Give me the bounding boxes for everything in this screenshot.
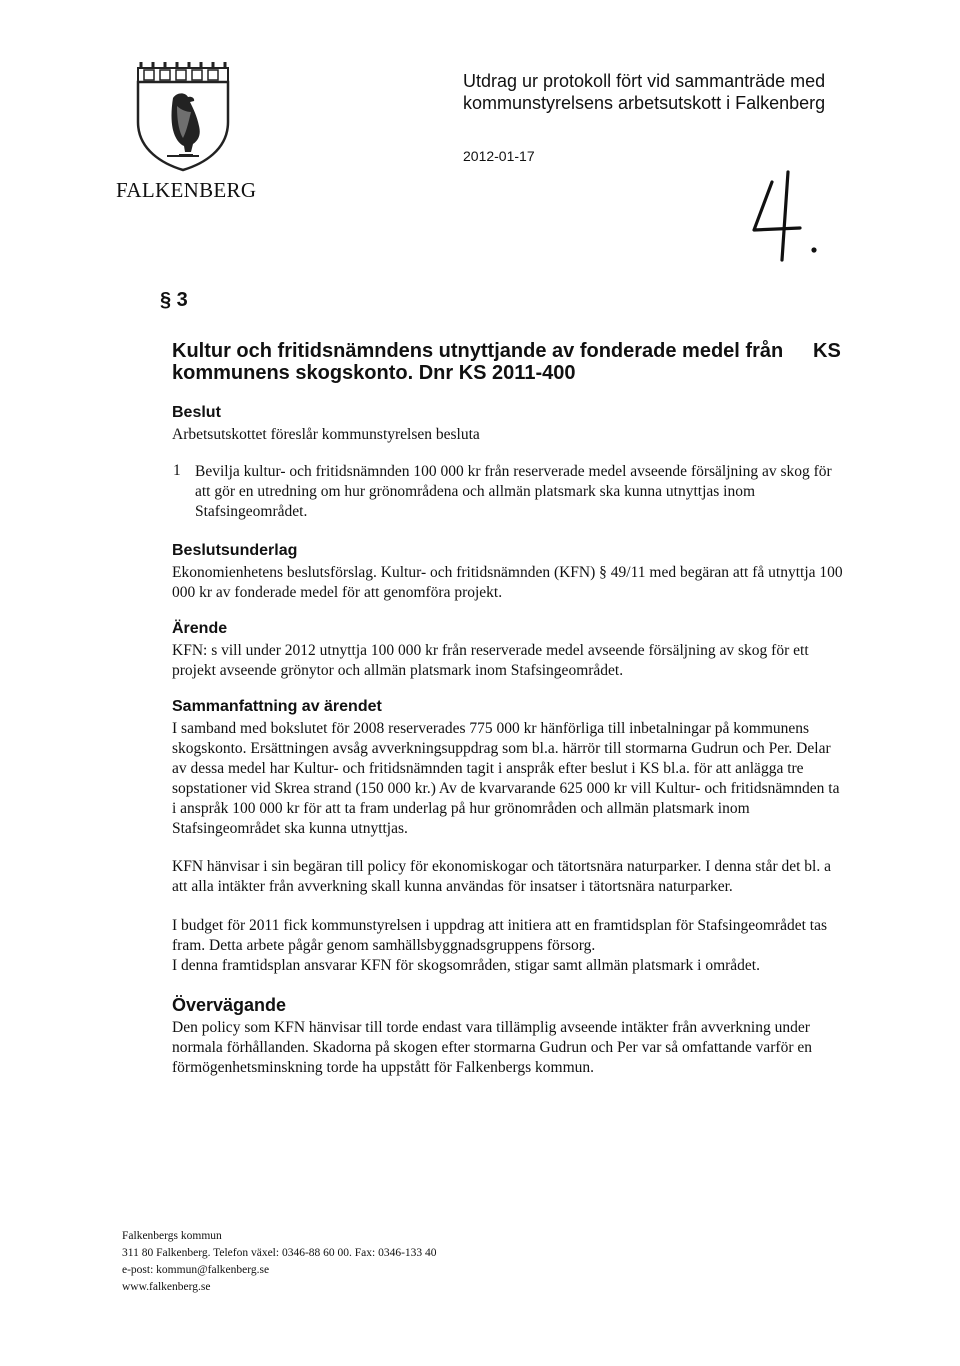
overvagande-heading: Övervägande <box>172 995 287 1015</box>
paragraph-number: § 3 <box>160 289 188 311</box>
footer-line1: Falkenbergs kommun <box>122 1230 222 1242</box>
section-title <box>172 340 812 384</box>
sammanfattning-paragraph-1: I samband med bokslutet för 2008 reserverades 775 000 kr hänförliga till inbetalningar på kommunens skogskonto. Ersättningen avsåg avverkningsuppdrag som bl.a. härrör till stormarna Gudrun och Per. Delar av dessa medel har Kultur- och fritidsnämnden tagit i anspråk efter beslut i KS bl.a. för att anlägga tre sopstationer vid Skrea strand (150 000 kr.) Av de kvarvarande 625 000 kr vill Kultur- och fritidsnämnden ta i anspråk 100 000 kr för att ta fram underlag på hur grönområden och allmän platsmark inom Stafsingeområdet ska kunna utnyttjas. <box>172 720 840 837</box>
meeting-date: 2012-01-17 <box>463 148 535 164</box>
sammanfattning-heading: Sammanfattning av ärendet <box>172 698 382 715</box>
overvagande-text: Den policy som KFN hänvisar till torde endast vara tillämplig avseende intäkter från avverkning under normala förhållanden. Skadorna på skogen efter stormarna Gudrun och Per var så omfattande varför en förmögenhetsminskning torde ha uppstått för Falkenbergs kommun. <box>172 1019 812 1076</box>
decision-item-text: Bevilja kultur- och fritidsnämnden 100 000 kr från reserverade medel avseende försäljning av skog för att gör en utredning om hur grönområdena och allmän platsmark ska kunna utnyttjas inom Stafsingeområdet. <box>195 463 832 520</box>
footer-website: www.falkenberg.se <box>122 1281 211 1293</box>
arende-heading: Ärende <box>172 620 228 637</box>
municipality-name: FALKENBERG <box>116 178 257 202</box>
header-title-line2: kommunstyrelsens arbetsutskott i Falkenberg <box>463 93 826 113</box>
footer <box>122 1228 437 1296</box>
falkenberg-coat-of-arms <box>133 60 233 172</box>
sammanfattning-paragraph-3-line2: I denna framtidsplan ansvarar KFN för skogsområden, stigar samt allmän platsmark i området. <box>172 957 760 974</box>
sammanfattning-paragraph-3 <box>172 916 847 976</box>
beslutsunderlag-text: Ekonomienhetens beslutsförslag. Kultur- och fritidsnämnden (KFN) § 49/11 med begäran att få utnyttja 100 000 kr av fonderade medel för att genomföra projekt. <box>172 564 843 601</box>
beslut-heading: Beslut <box>172 404 221 421</box>
beslutsunderlag-heading: Beslutsunderlag <box>172 542 298 559</box>
sammanfattning-paragraph-3-line1: I budget för 2011 fick kommunstyrelsen i uppdrag att initiera att en framtidsplan för Stafsingeområdet tas fram. Detta arbete pågår genom samhällsbyggnadsgruppens försorg. <box>172 917 827 954</box>
header-title-line1: Utdrag ur protokoll fört vid sammanträde med <box>463 71 826 91</box>
handwritten-item-number <box>742 168 832 268</box>
section-title-line2: kommunens skogskonto. Dnr KS 2011-400 <box>172 362 576 384</box>
section-title-line1: Kultur och fritidsnämndens utnyttjande av fonderade medel från <box>172 340 784 362</box>
footer-address: 311 80 Falkenberg. Telefon växel: 0346-88 60 00. Fax: 0346-133 40 <box>122 1247 437 1259</box>
footer-email: e-post: kommun@falkenberg.se <box>122 1264 270 1276</box>
ks-tag: KS <box>813 340 841 362</box>
document-header-title <box>463 70 883 114</box>
sammanfattning-paragraph-2: KFN hänvisar i sin begäran till policy för ekonomiskogar och tätortsnära naturparker. I denna står det bl. a att alla intäkter från avverkning skall kunna användas för insatser i tätortsnära naturparker. <box>172 858 831 895</box>
beslut-intro: Arbetsutskottet föreslår kommunstyrelsen besluta <box>172 426 480 443</box>
arende-text: KFN: s vill under 2012 utnyttja 100 000 kr från reserverade medel avseende försäljning av skog för ett projekt avseende grönytor och allmän platsmark inom Stafsingeområdet. <box>172 642 809 679</box>
decision-item-number: 1 <box>173 462 181 479</box>
